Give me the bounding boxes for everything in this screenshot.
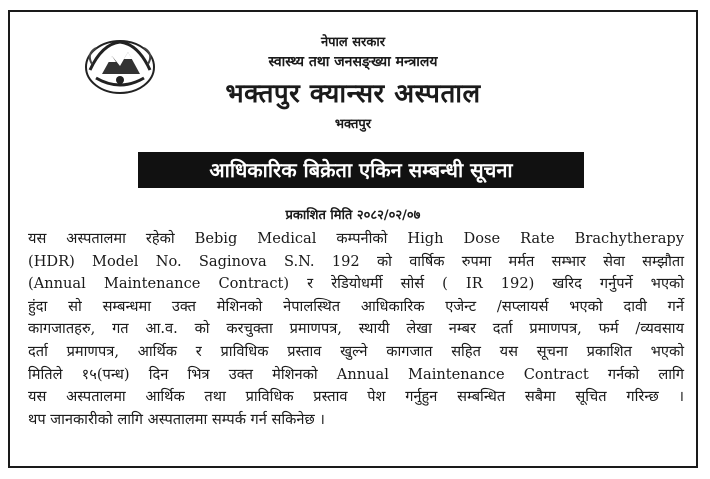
notice-line-9: थप जानकारीको लागि अस्पतालमा सम्पर्क गर्न सकिनेछ ।	[28, 410, 325, 428]
government-name: नेपाल सरकार	[320, 35, 386, 50]
notice-title-banner: आधिकारिक बिक्रेता एकिन सम्बन्धी सूचना	[138, 152, 584, 188]
notice-line-3: (Annual Maintenance Contract) र रेडियोधर्मी सोर्स ( IR 192) खरिद गर्नुपर्ने भएको	[28, 275, 684, 293]
notice-body	[28, 228, 684, 431]
hospital-city: भक्तपुर	[334, 117, 372, 132]
notice-line-5: कागजातहरु, गत आ.व. को करचुक्ता प्रमाणपत्र, स्थायी लेखा नम्बर दर्ता प्रमाणपत्र, फर्म /व्यवसाय	[28, 320, 684, 338]
notice-frame	[8, 10, 698, 468]
notice-line-2: (HDR) Model No. Saginova S.N. 192 को वार्षिक रुपमा मर्मत सम्भार सेवा सम्झौता	[28, 252, 684, 270]
ministry-name: स्वास्थ्य तथा जनसङ्ख्या मन्त्रालय	[268, 54, 438, 70]
notice-line-8: यस अस्पतालमा आर्थिक तथा प्राविधिक प्रस्ताव पेश गर्नुहुन सम्बन्धित सबैमा सूचित गरिन्छ ।	[28, 388, 684, 406]
published-date: प्रकाशित मिति २०८२/०२/०७	[285, 208, 421, 223]
notice-line-6: दर्ता प्रमाणपत्र, आर्थिक र प्राविधिक प्रस्ताव खुल्ने कागजात सहित यस सूचना प्रकाशित भएको	[28, 342, 684, 360]
notice-line-1: यस अस्पतालमा रहेको Bebig Medical कम्पनीको High Dose Rate Brachytherapy	[28, 230, 684, 247]
notice-line-7: मितिले १५(पन्ध) दिन भित्र उक्त मेशिनको Annual Maintenance Contract गर्नको लागि	[28, 365, 684, 383]
notice-line-4: हुंदा सो सम्बन्धमा उक्त मेशिनको नेपालस्थित आधिकारिक एजेन्ट /सप्लायर्स भएको दावी गर्ने	[28, 297, 684, 315]
hospital-name: भक्तपुर क्यान्सर अस्पताल	[225, 79, 481, 109]
